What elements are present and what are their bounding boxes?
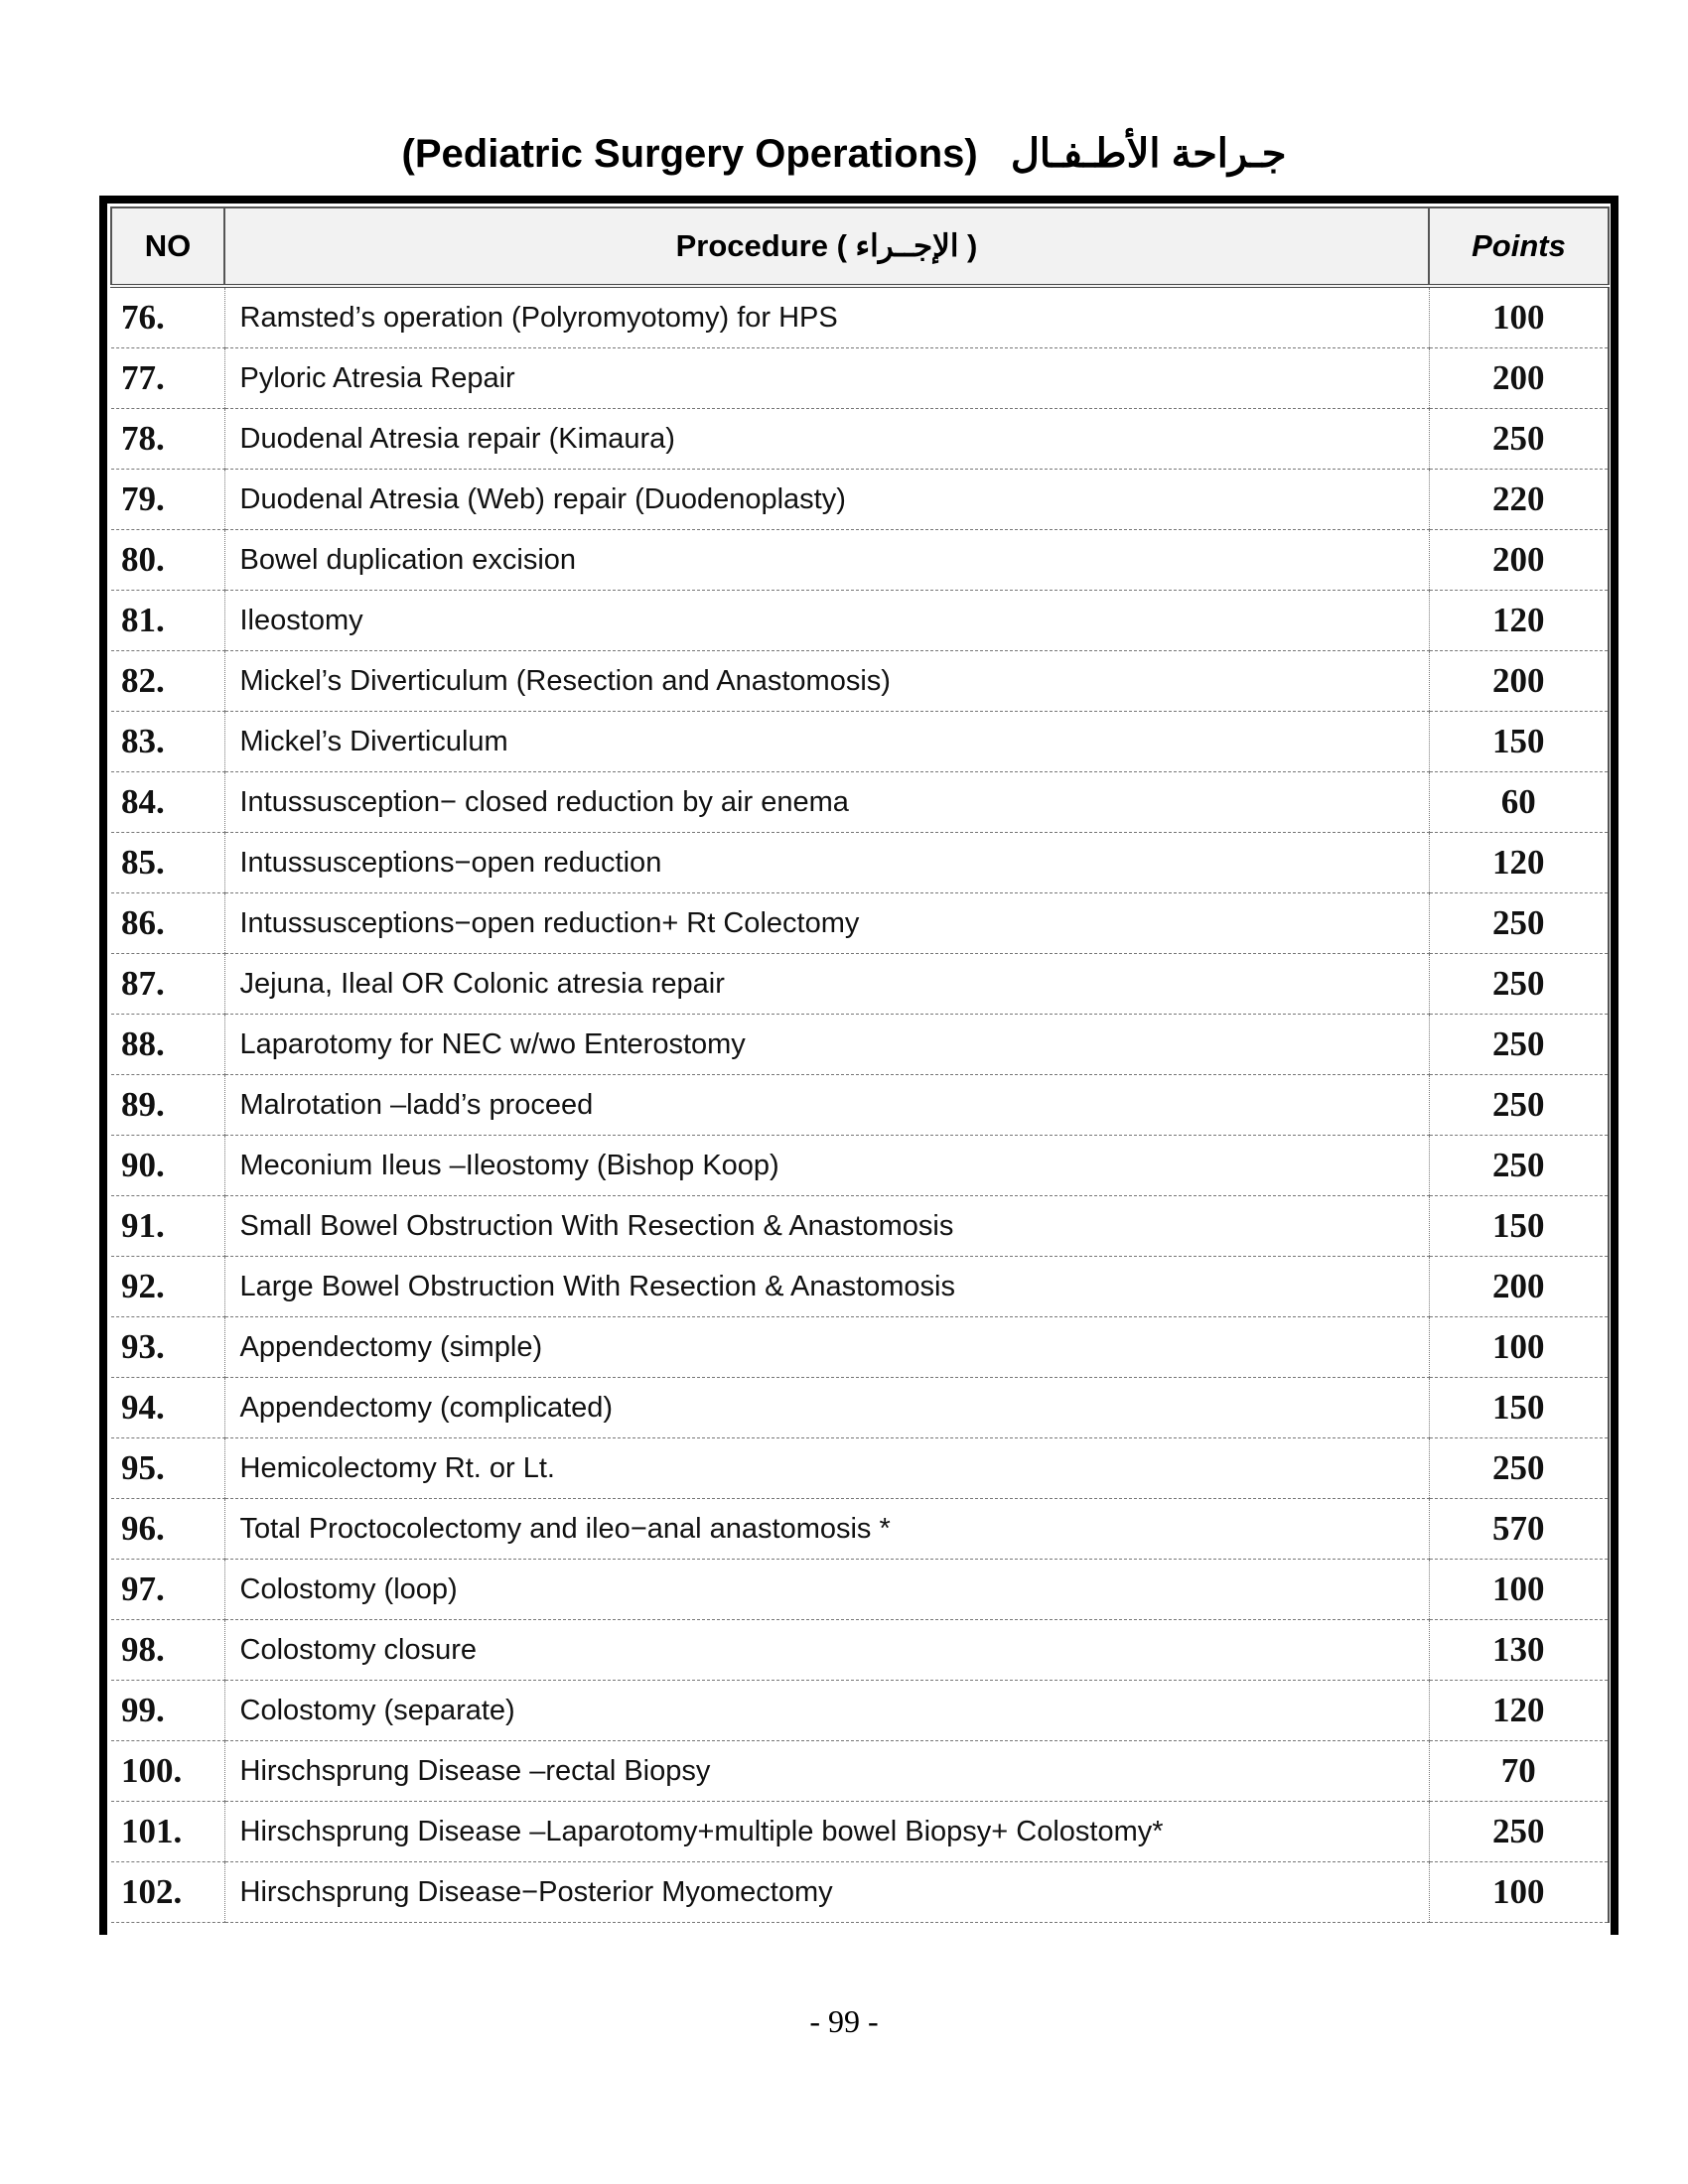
procedure-name: Hirschsprung Disease−Posterior Myomectomy	[224, 1862, 1429, 1923]
table-row	[111, 470, 1609, 530]
row-number: 95.	[111, 1438, 224, 1499]
table-row	[111, 833, 1609, 893]
table-row	[111, 954, 1609, 1015]
row-number: 76.	[111, 286, 224, 348]
row-number: 77.	[111, 348, 224, 409]
page-title	[0, 131, 1688, 177]
points-value: 100	[1429, 1317, 1609, 1378]
procedure-name: Mickel’s Diverticulum	[224, 712, 1429, 772]
points-value: 250	[1429, 954, 1609, 1015]
row-number: 96.	[111, 1499, 224, 1560]
row-number: 83.	[111, 712, 224, 772]
points-value: 250	[1429, 409, 1609, 470]
table-row	[111, 1681, 1609, 1741]
procedure-name: Intussusceptions−open reduction+ Rt Colectomy	[224, 893, 1429, 954]
row-number: 86.	[111, 893, 224, 954]
procedure-name: Bowel duplication excision	[224, 530, 1429, 591]
row-number: 97.	[111, 1560, 224, 1620]
row-number: 87.	[111, 954, 224, 1015]
table-row	[111, 409, 1609, 470]
points-value: 100	[1429, 1862, 1609, 1923]
table-row	[111, 712, 1609, 772]
procedure-name: Intussusceptions−open reduction	[224, 833, 1429, 893]
row-number: 90.	[111, 1136, 224, 1196]
points-value: 120	[1429, 833, 1609, 893]
procedure-name: Appendectomy (simple)	[224, 1317, 1429, 1378]
points-value: 60	[1429, 772, 1609, 833]
table-row	[111, 1620, 1609, 1681]
table-row	[111, 772, 1609, 833]
procedure-name: Ramsted’s operation (Polyromyotomy) for HPS	[224, 286, 1429, 348]
points-value: 120	[1429, 1681, 1609, 1741]
table-row	[111, 1560, 1609, 1620]
table-row	[111, 1741, 1609, 1802]
points-value: 120	[1429, 591, 1609, 651]
table-row	[111, 1015, 1609, 1075]
row-number: 84.	[111, 772, 224, 833]
points-value: 150	[1429, 712, 1609, 772]
row-number: 88.	[111, 1015, 224, 1075]
page-title-arabic: جـراحة الأطـفـال	[1010, 132, 1287, 176]
points-value: 250	[1429, 893, 1609, 954]
page-number: - 99 -	[809, 2003, 879, 2039]
points-value: 150	[1429, 1196, 1609, 1257]
table-row	[111, 1438, 1609, 1499]
points-value: 250	[1429, 1438, 1609, 1499]
points-value: 250	[1429, 1802, 1609, 1862]
procedure-name: Pyloric Atresia Repair	[224, 348, 1429, 409]
row-number: 94.	[111, 1378, 224, 1438]
points-value: 200	[1429, 530, 1609, 591]
points-value: 220	[1429, 470, 1609, 530]
header-procedure: Procedure ( الإجــراء )	[224, 207, 1429, 286]
procedure-name: Duodenal Atresia (Web) repair (Duodenoplasty)	[224, 470, 1429, 530]
row-number: 93.	[111, 1317, 224, 1378]
row-number: 92.	[111, 1257, 224, 1317]
procedure-name: Hirschsprung Disease –rectal Biopsy	[224, 1741, 1429, 1802]
table-row	[111, 651, 1609, 712]
procedure-name: Total Proctocolectomy and ileo−anal anastomosis *	[224, 1499, 1429, 1560]
row-number: 81.	[111, 591, 224, 651]
table-row	[111, 530, 1609, 591]
procedure-name: Mickel’s Diverticulum (Resection and Anastomosis)	[224, 651, 1429, 712]
procedures-table	[110, 206, 1610, 1923]
table-header-row	[111, 207, 1609, 286]
row-number: 99.	[111, 1681, 224, 1741]
procedure-name: Intussusception− closed reduction by air enema	[224, 772, 1429, 833]
procedure-name: Appendectomy (complicated)	[224, 1378, 1429, 1438]
header-points: Points	[1429, 207, 1609, 286]
points-value: 100	[1429, 1560, 1609, 1620]
row-number: 89.	[111, 1075, 224, 1136]
points-value: 200	[1429, 348, 1609, 409]
procedure-name: Hirschsprung Disease –Laparotomy+multiple bowel Biopsy+ Colostomy*	[224, 1802, 1429, 1862]
table-row	[111, 1317, 1609, 1378]
table-border-left	[99, 196, 107, 1935]
points-value: 130	[1429, 1620, 1609, 1681]
procedures-table-frame	[99, 196, 1618, 1935]
row-number: 101.	[111, 1802, 224, 1862]
table-row	[111, 1499, 1609, 1560]
table-row	[111, 1196, 1609, 1257]
points-value: 250	[1429, 1075, 1609, 1136]
row-number: 80.	[111, 530, 224, 591]
procedure-name: Small Bowel Obstruction With Resection & Anastomosis	[224, 1196, 1429, 1257]
procedure-name: Colostomy (loop)	[224, 1560, 1429, 1620]
procedure-name: Ileostomy	[224, 591, 1429, 651]
procedure-name: Meconium Ileus –Ileostomy (Bishop Koop)	[224, 1136, 1429, 1196]
row-number: 85.	[111, 833, 224, 893]
table-row	[111, 1802, 1609, 1862]
points-value: 200	[1429, 1257, 1609, 1317]
procedure-name: Colostomy closure	[224, 1620, 1429, 1681]
table-row	[111, 1257, 1609, 1317]
procedure-name: Hemicolectomy Rt. or Lt.	[224, 1438, 1429, 1499]
row-number: 79.	[111, 470, 224, 530]
page-title-english: (Pediatric Surgery Operations)	[401, 132, 978, 176]
procedure-name: Jejuna, Ileal OR Colonic atresia repair	[224, 954, 1429, 1015]
points-value: 570	[1429, 1499, 1609, 1560]
table-row	[111, 286, 1609, 348]
procedure-name: Laparotomy for NEC w/wo Enterostomy	[224, 1015, 1429, 1075]
table-row	[111, 1075, 1609, 1136]
table-border-right	[1611, 196, 1618, 1935]
row-number: 82.	[111, 651, 224, 712]
points-value: 250	[1429, 1015, 1609, 1075]
row-number: 102.	[111, 1862, 224, 1923]
points-value: 200	[1429, 651, 1609, 712]
points-value: 250	[1429, 1136, 1609, 1196]
row-number: 98.	[111, 1620, 224, 1681]
header-no: NO	[111, 207, 224, 286]
row-number: 91.	[111, 1196, 224, 1257]
procedure-name: Malrotation –ladd’s proceed	[224, 1075, 1429, 1136]
table-border-top	[99, 196, 1618, 204]
table-row	[111, 1862, 1609, 1923]
points-value: 70	[1429, 1741, 1609, 1802]
table-row	[111, 348, 1609, 409]
row-number: 78.	[111, 409, 224, 470]
procedure-name: Duodenal Atresia repair (Kimaura)	[224, 409, 1429, 470]
points-value: 150	[1429, 1378, 1609, 1438]
table-row	[111, 893, 1609, 954]
table-row	[111, 591, 1609, 651]
points-value: 100	[1429, 286, 1609, 348]
row-number: 100.	[111, 1741, 224, 1802]
table-row	[111, 1136, 1609, 1196]
procedure-name: Colostomy (separate)	[224, 1681, 1429, 1741]
table-row	[111, 1378, 1609, 1438]
procedure-name: Large Bowel Obstruction With Resection & Anastomosis	[224, 1257, 1429, 1317]
